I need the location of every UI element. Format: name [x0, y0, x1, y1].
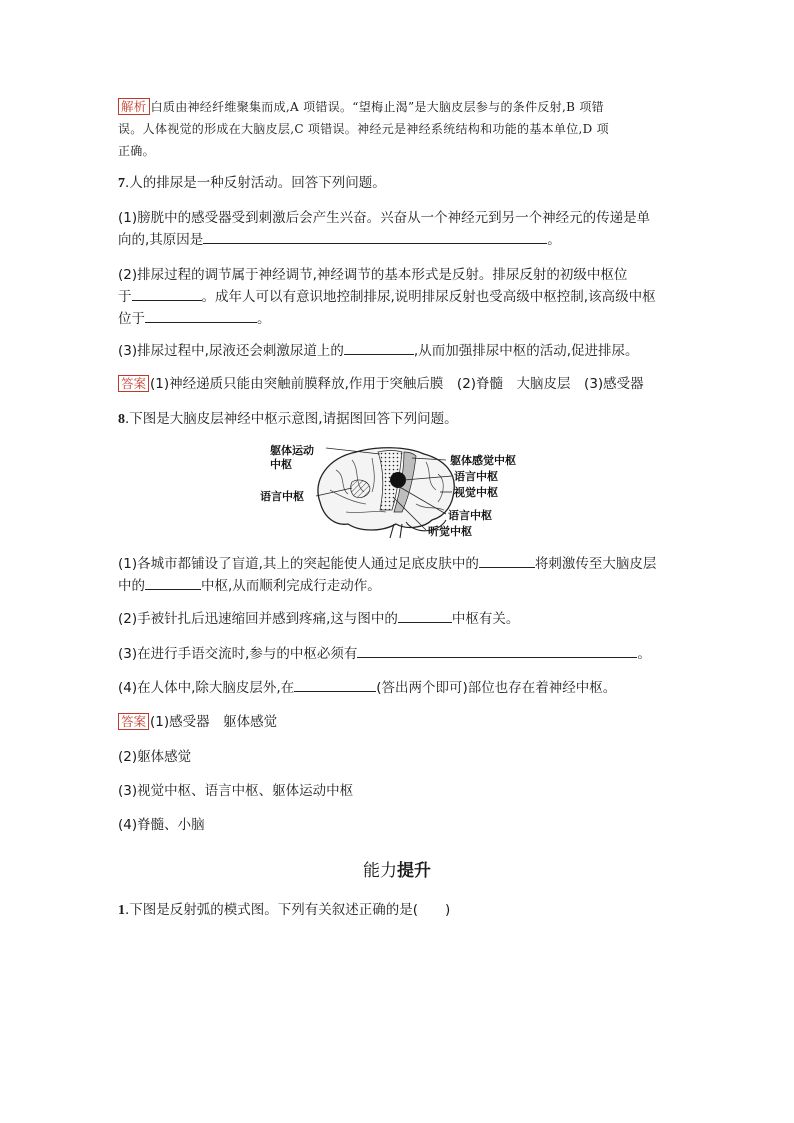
label-language-bottom: 语言中枢: [448, 509, 492, 522]
q8-part2: (2)手被针扎后迅速缩回并感到疼痛,这与图中的 中枢有关。: [118, 608, 678, 630]
q7-part2-line3: 位于 。: [118, 308, 678, 330]
q7-part1-line1: (1)膀胱中的感受器受到刺激后会产生兴奋。兴奋从一个神经元到另一个神经元的传递是单: [118, 210, 651, 226]
q8-answer3: (3)视觉中枢、语言中枢、躯体运动中枢: [118, 783, 354, 799]
label-visual: 视觉中枢: [454, 486, 498, 499]
answer-blank[interactable]: [294, 677, 376, 692]
label-motor-line1: 躯体运动: [270, 444, 314, 457]
q8-stem: 8.下图是大脑皮层神经中枢示意图,请据图回答下列问题。: [118, 411, 458, 427]
q7-part1-line2: 向的,其原因是 。: [118, 229, 678, 251]
q8-part3: (3)在进行手语交流时,参与的中枢必须有 。: [118, 643, 678, 665]
q7-part2-line2: 于 。成年人可以有意识地控制排尿,说明排尿反射也受高级中枢控制,该高级中枢: [118, 286, 678, 308]
q8-answer1: 答案 (1)感受器 躯体感觉: [118, 711, 678, 733]
brain-cortex-figure: [256, 440, 546, 540]
visual-language-area: [390, 472, 406, 488]
answer-blank[interactable]: [357, 643, 637, 658]
q7-stem: 7.人的排尿是一种反射活动。回答下列问题。: [118, 175, 386, 191]
answer-blank[interactable]: [145, 308, 257, 323]
q8-part1-line2: 中的 中枢,从而顺利完成行走动作。: [118, 575, 678, 597]
q7-part2-line1: (2)排尿过程的调节属于神经调节,神经调节的基本形式是反射。排尿反射的初级中枢位: [118, 267, 628, 283]
q8-answer2: (2)躯体感觉: [118, 749, 192, 765]
q7-answer: 答案 (1)神经递质只能由突触前膜释放,作用于突触后膜 (2)脊髓 大脑皮层 (3)感受器: [118, 373, 678, 395]
label-sensory: 躯体感觉中枢: [450, 454, 516, 467]
q6-analysis-line3: 正确。: [118, 144, 155, 158]
label-auditory: 听觉中枢: [428, 525, 472, 538]
answer-tag: 答案: [118, 713, 149, 730]
answer-tag: 答案: [118, 375, 149, 392]
answer-blank[interactable]: [398, 608, 452, 623]
q8-part1-line1: (1)各城市都铺设了盲道,其上的突起能使人通过足底皮肤中的 将刺激传至大脑皮层: [118, 553, 678, 575]
q6-analysis-line1: 解析 白质由神经纤维聚集而成,A 项错误。“望梅止渴”是大脑皮层参与的条件反射,B 项错: [118, 96, 678, 118]
q1-stem: 1.下图是反射弧的模式图。下列有关叙述正确的是( ): [118, 902, 451, 918]
speech-area: [351, 480, 370, 498]
q8-answer4: (4)脊髓、小脑: [118, 817, 205, 833]
label-language-left: 语言中枢: [260, 490, 304, 503]
analysis-tag: 解析: [118, 98, 150, 115]
q7-part3: (3)排尿过程中,尿液还会刺激尿道上的 ,从而加强排尿中枢的活动,促进排尿。: [118, 340, 678, 362]
answer-blank[interactable]: [344, 340, 414, 355]
q8-part4: (4)在人体中,除大脑皮层外,在 (答出两个即可)部位也存在着神经中枢。: [118, 677, 678, 699]
answer-blank[interactable]: [145, 575, 201, 590]
section-title: 能力提升: [363, 861, 431, 881]
q6-analysis-line2: 误。人体视觉的形成在大脑皮层,C 项错误。神经元是神经系统结构和功能的基本单位,D 项: [118, 122, 609, 136]
answer-blank[interactable]: [132, 286, 202, 301]
label-motor-line2: 中枢: [270, 458, 292, 471]
answer-blank[interactable]: [203, 229, 547, 244]
label-language-top: 语言中枢: [454, 470, 498, 483]
answer-blank[interactable]: [479, 553, 535, 568]
